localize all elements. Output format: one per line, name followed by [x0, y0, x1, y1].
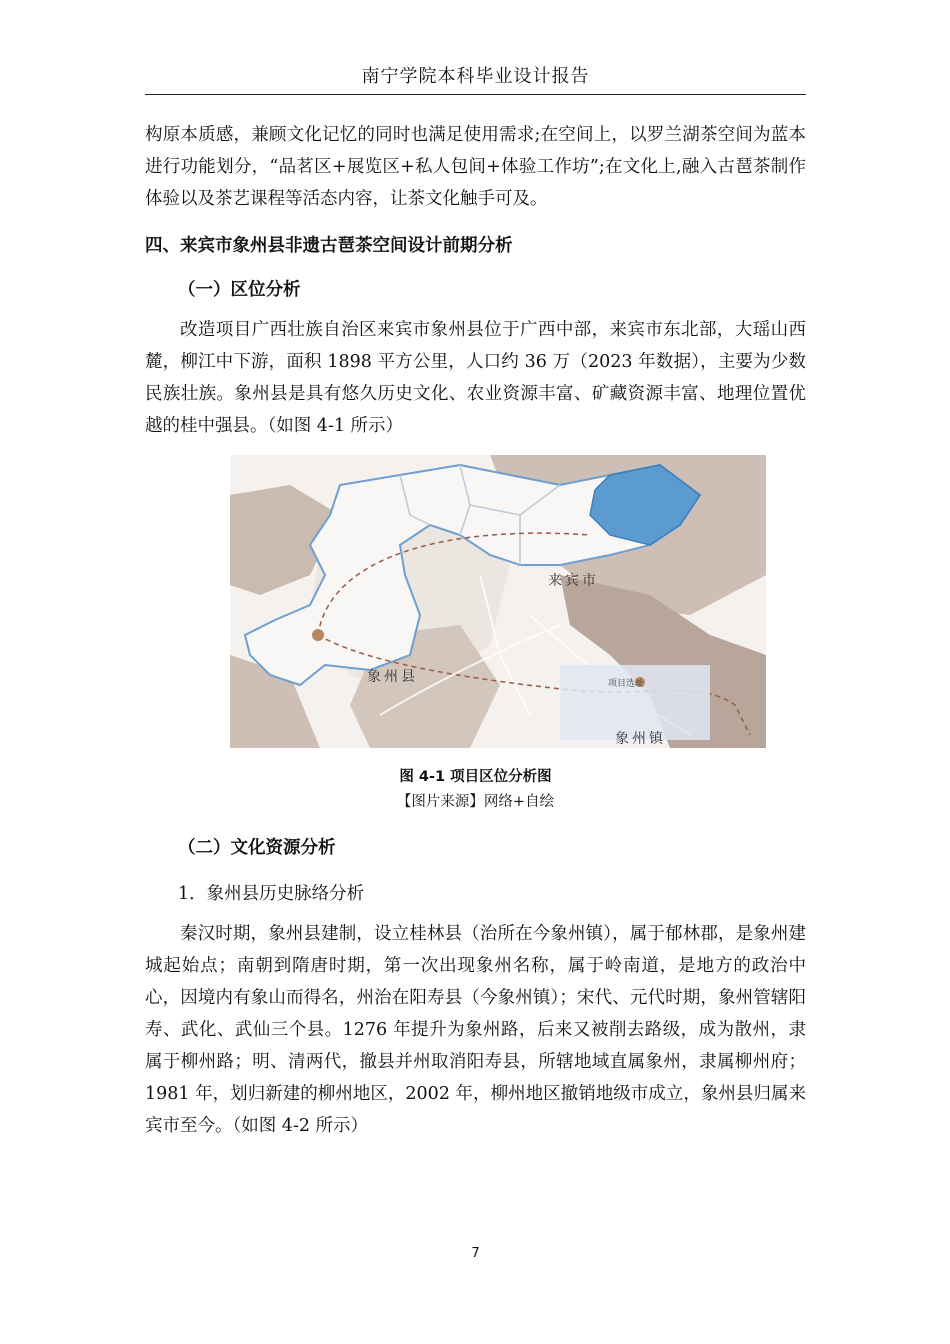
paragraph-location: 改造项目广西壮族自治区来宾市象州县位于广西中部，来宾市东北部，大瑶山西麓，柳江中下游，面积 1898 平方公里，人口约 36 万（2023 年数据），主要为少数民族壮族。象州县是具有悠久历史文化、农业资源丰富、矿藏资源丰富、地理位置优越的桂中强县。（如图 4-1 所示） — [145, 320, 806, 436]
figure-caption: 图 4-1 项目区位分析图 — [399, 769, 552, 785]
header-divider — [145, 94, 806, 95]
figure-source: 【图片来源】网络+自绘 — [396, 794, 555, 810]
site-label: 项目选址 — [608, 679, 645, 689]
item-heading-history: 1．象州县历史脉络分析 — [178, 884, 365, 904]
town-label: 象州镇 — [615, 731, 666, 747]
county-marker — [312, 629, 324, 641]
subsection-heading-location: （一）区位分析 — [178, 280, 301, 300]
site-inset — [560, 665, 710, 740]
city-label: 来宾市 — [548, 573, 599, 589]
subsection-heading-culture: （二）文化资源分析 — [178, 838, 336, 858]
page-header: 南宁学院本科毕业设计报告 — [361, 66, 590, 87]
paragraph-continuation: 构原本质感，兼顾文化记忆的同时也满足使用需求;在空间上，以罗兰湖茶空间为蓝本进行功能划分，“品茗区+展览区+私人包间+体验工作坊”;在文化上,融入古琶茶制作体验以及茶艺课程等活态内容，让茶文化触手可及。 — [145, 125, 806, 209]
paragraph-history: 秦汉时期，象州县建制，设立桂林县（治所在今象州镇），属于郁林郡，是象州建城起始点；南朝到隋唐时期，第一次出现象州名称，属于岭南道，是地方的政治中心，因境内有象山而得名，州治在阳寿县（今象州镇）；宋代、元代时期，象州管辖阳寿、武化、武仙三个县。1276 年提升为象州路，后来又被削去路级，成为散州，隶属于柳州路；明、清两代，撤县并州取消阳寿县，所辖地域直属象州，隶属柳州府；1981 年，划归新建的柳州地区，2002 年，柳州地区撤销地级市成立，象州县归属来宾市至今。（如图 4-2 所示） — [145, 924, 806, 1136]
county-label: 象州县 — [367, 669, 418, 685]
section-heading: 四、来宾市象州县非遗古琶茶空间设计前期分析 — [145, 236, 513, 256]
location-map-figure — [230, 455, 766, 748]
page-number: 7 — [471, 1246, 480, 1261]
